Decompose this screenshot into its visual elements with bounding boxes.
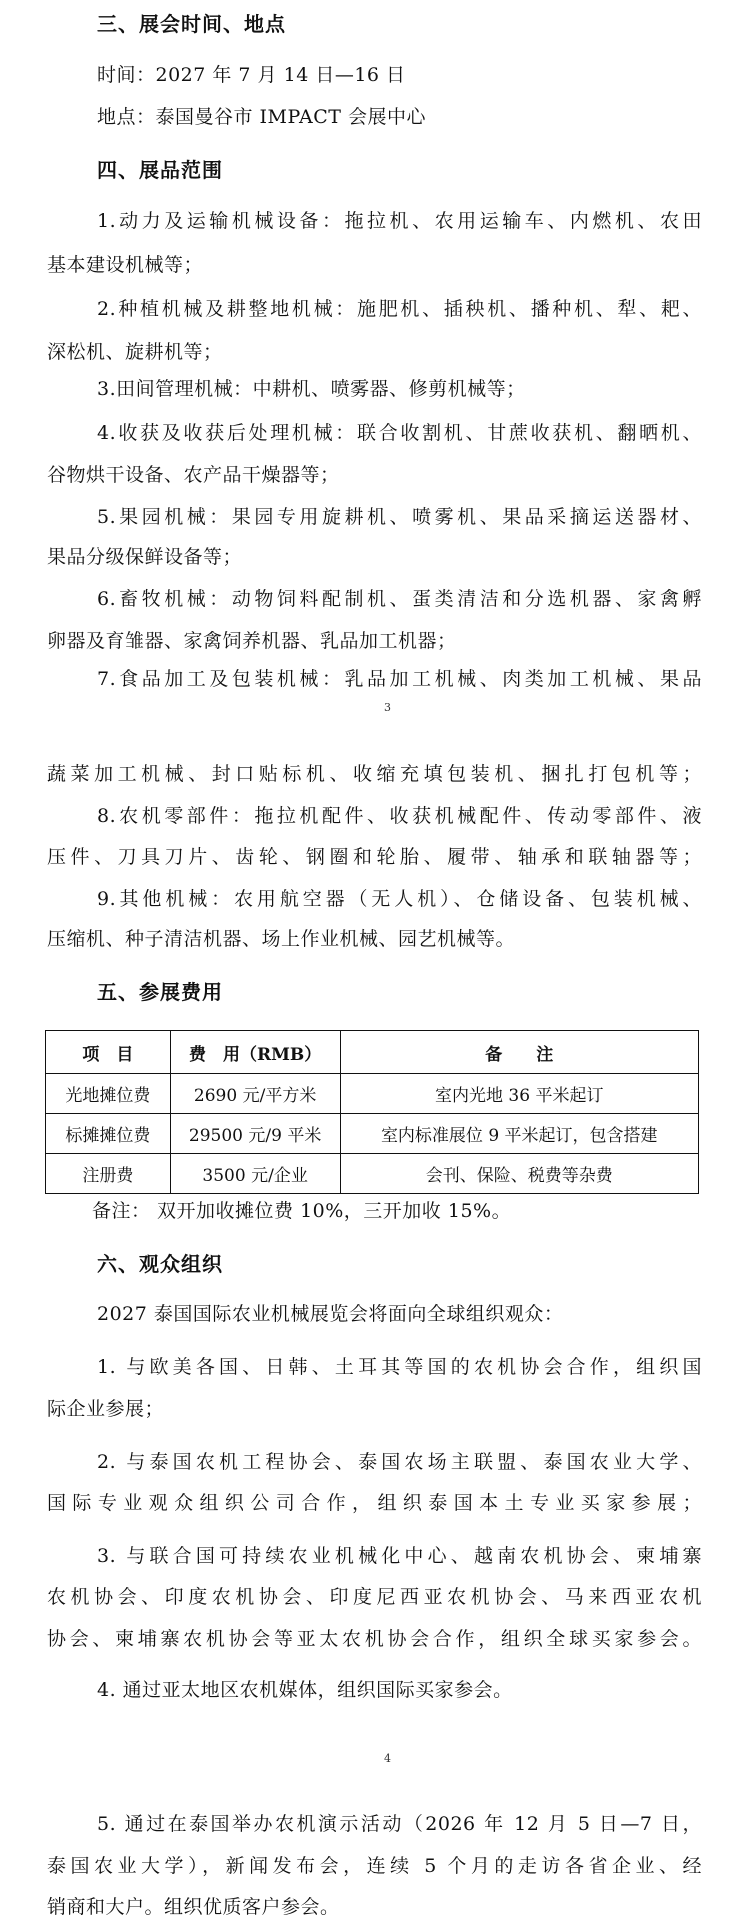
header-remark: 备 注 xyxy=(340,1031,698,1074)
table-row xyxy=(46,1074,699,1114)
item8-line1: 8.农机零部件：拖拉机配件、收获机械配件、传动零部件、液 xyxy=(97,805,702,827)
item4-line2: 谷物烘干设备、农产品干燥器等； xyxy=(47,464,340,486)
cell-remark: 室内光地 36 平米起订 xyxy=(340,1074,698,1114)
cell-item: 光地摊位费 xyxy=(46,1074,171,1114)
audience2-line1: 2. 与泰国农机工程协会、泰国农场主联盟、泰国农业大学、 xyxy=(97,1451,702,1473)
table-header-row xyxy=(46,1031,699,1074)
section4-heading: 四、展品范围 xyxy=(97,158,223,182)
item7-line2: 蔬菜加工机械、封口贴标机、收缩充填包装机、捆扎打包机等； xyxy=(47,763,702,785)
fee-note: 备注： 双开加收摊位费 10%，三开加收 15%。 xyxy=(92,1200,512,1222)
cell-fee: 29500 元/9 平米 xyxy=(170,1114,340,1154)
audience3-line1: 3. 与联合国可持续农业机械化中心、越南农机协会、柬埔寨 xyxy=(97,1545,702,1567)
item3-line1: 3.田间管理机械：中耕机、喷雾器、修剪机械等； xyxy=(97,378,526,400)
section6-heading: 六、观众组织 xyxy=(97,1252,223,1276)
header-item: 项 目 xyxy=(46,1031,171,1074)
item6-line1: 6.畜牧机械：动物饲料配制机、蛋类清洁和分选机器、家禽孵 xyxy=(97,588,702,610)
item9-line2: 压缩机、种子清洁机器、场上作业机械、园艺机械等。 xyxy=(47,928,516,950)
cell-fee: 3500 元/企业 xyxy=(170,1154,340,1194)
fee-table xyxy=(45,1030,699,1194)
audience3-line2: 农机协会、印度农机协会、印度尼西亚农机协会、马来西亚农机 xyxy=(47,1586,702,1608)
audience2-line2: 国际专业观众组织公司合作，组织泰国本土专业买家参展； xyxy=(47,1492,702,1514)
item8-line2: 压件、刀具刀片、齿轮、钢圈和轮胎、履带、轴承和联轴器等； xyxy=(47,846,702,868)
cell-remark: 会刊、保险、税费等杂费 xyxy=(340,1154,698,1194)
audience1-line2: 际企业参展； xyxy=(47,1398,165,1420)
cell-fee: 2690 元/平方米 xyxy=(170,1074,340,1114)
section5-heading: 五、参展费用 xyxy=(97,980,223,1004)
item1-line2: 基本建设机械等； xyxy=(47,254,204,276)
item4-line1: 4.收获及收获后处理机械：联合收割机、甘蔗收获机、翻晒机、 xyxy=(97,422,702,444)
audience5-line3: 销商和大户。组织优质客户参会。 xyxy=(47,1896,340,1918)
item5-line2: 果品分级保鲜设备等； xyxy=(47,546,243,568)
event-place: 地点：泰国曼谷市 IMPACT 会展中心 xyxy=(97,106,427,128)
cell-item: 标摊摊位费 xyxy=(46,1114,171,1154)
audience5-line1: 5. 通过在泰国举办农机演示活动（2026 年 12 月 5 日—7 日， xyxy=(97,1813,702,1835)
item6-line2: 卵器及育雏器、家禽饲养机器、乳品加工机器； xyxy=(47,630,457,652)
audience4-line1: 4. 通过亚太地区农机媒体，组织国际买家参会。 xyxy=(97,1679,513,1701)
header-fee: 费 用（RMB） xyxy=(170,1031,340,1074)
item9-line1: 9.其他机械：农用航空器（无人机）、仓储设备、包装机械、 xyxy=(97,888,702,910)
section6-intro: 2027 泰国国际农业机械展览会将面向全球组织观众： xyxy=(97,1303,564,1325)
item2-line1: 2.种植机械及耕整地机械：施肥机、插秧机、播种机、犁、耙、 xyxy=(97,298,702,320)
item7-line1: 7.食品加工及包装机械：乳品加工机械、肉类加工机械、果品 xyxy=(97,668,702,690)
item1-line1: 1.动力及运输机械设备：拖拉机、农用运输车、内燃机、农田 xyxy=(97,210,702,232)
table-row xyxy=(46,1154,699,1194)
cell-remark: 室内标准展位 9 平米起订，包含搭建 xyxy=(340,1114,698,1154)
event-time: 时间：2027 年 7 月 14 日—16 日 xyxy=(97,64,406,86)
page-number: 3 xyxy=(384,701,391,714)
audience5-line2: 泰国农业大学），新闻发布会，连续 5 个月的走访各省企业、经 xyxy=(47,1855,702,1877)
cell-item: 注册费 xyxy=(46,1154,171,1194)
item2-line2: 深松机、旋耕机等； xyxy=(47,341,223,363)
audience3-line3: 协会、柬埔寨农机协会等亚太农机协会合作，组织全球买家参会。 xyxy=(47,1628,702,1650)
section3-heading: 三、展会时间、地点 xyxy=(97,12,286,36)
page-number: 4 xyxy=(384,1752,391,1765)
item5-line1: 5.果园机械：果园专用旋耕机、喷雾机、果品采摘运送器材、 xyxy=(97,506,702,528)
table-row xyxy=(46,1114,699,1154)
audience1-line1: 1. 与欧美各国、日韩、土耳其等国的农机协会合作，组织国 xyxy=(97,1356,702,1378)
